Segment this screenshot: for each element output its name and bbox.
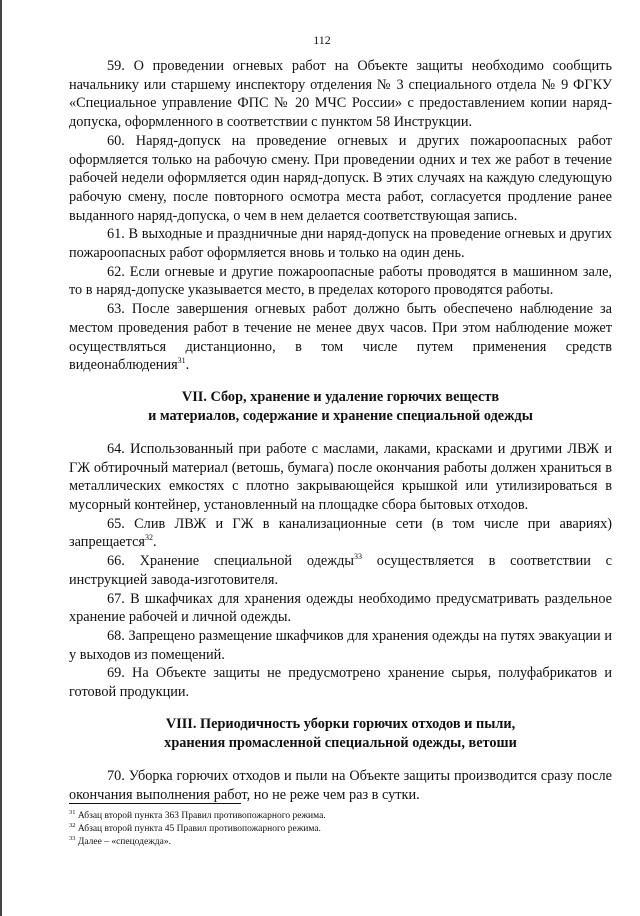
footnote-ref-33: 33 bbox=[353, 552, 362, 562]
paragraph-62: 62. Если огневые и другие пожароопасные работы проводятся в машинном зале, то в наряд-допуске указывается место, в пределах которого проводятся работы. bbox=[69, 263, 612, 299]
paragraph-60: 60. Наряд-допуск на проведение огневых и других пожароопасных работ оформляется только на рабочую смену. При проведении одних и тех же работ в течение рабочей недели оформляется один наряд-допуск. В этих случаях на каждую следующую рабочую смену, после повторного осмотра места работ, согласуется продление ранее выданного наряд-допуска, о чем в нем делается соответствующая запись. bbox=[69, 132, 612, 224]
section-heading-7-line2: и материалов, содержание и хранение специальной одежды bbox=[148, 407, 533, 424]
paragraph-group-b bbox=[69, 440, 612, 702]
paragraph-68: 68. Запрещено размещение шкафчиков для хранения одежды на путях эвакуации и у выходов из помещений. bbox=[69, 627, 612, 663]
page-number: 112 bbox=[313, 33, 331, 47]
footnote-33: $^{33}$ Далее – «спецодежда». bbox=[69, 835, 171, 847]
paragraph-59: 59. О проведении огневых работ на Объекте защиты необходимо сообщить начальнику или старшему инспектору отделения № 3 специального отдела № 9 ФГКУ «Специальное управление ФПС № 20 МЧС России» с предоставлением копии наряд-допуска, оформленного в соответствии с пунктом 58 Инструкции. bbox=[69, 58, 612, 131]
paragraph-65: 65. Слив ЛВЖ и ГЖ в канализационные сети (в том числе при авариях) запрещается$^{32}$. bbox=[69, 515, 612, 551]
paragraph-69: 69. На Объекте защиты не предусмотрено хранение сырья, полуфабрикатов и готовой продукции. bbox=[69, 665, 612, 701]
footnote-31: $^{31}$ Абзац второй пункта 363 Правил противопожарного режима. bbox=[69, 809, 326, 821]
section-heading-7-line1: VII. Сбор, хранение и удаление горючих веществ bbox=[181, 388, 500, 405]
section-heading-8 bbox=[69, 715, 612, 753]
paragraph-67: 67. В шкафчиках для хранения одежды необходимо предусматривать раздельное хранение рабочей и личной одежды. bbox=[69, 590, 612, 626]
paragraph-61: 61. В выходные и праздничные дни наряд-допуск на проведение огневых и других пожароопасных работ оформляется вновь и только на один день. bbox=[69, 226, 612, 262]
section-heading-7 bbox=[69, 388, 612, 426]
page-body bbox=[69, 57, 612, 804]
paragraph-66: 66. Хранение специальной одежды$^{33}$ осуществляется в соответствии с инструкцией завода-изготовителя. bbox=[69, 552, 612, 588]
section-heading-8-line2: хранения промасленной специальной одежды, ветоши bbox=[164, 734, 517, 751]
footnote-ref-32: 32 bbox=[145, 533, 153, 543]
paragraph-64: 64. Использованный при работе с маслами, лаками, красками и другими ЛВЖ и ГЖ обтирочный материал (ветошь, бумага) после окончания работы должен храниться в металлических емкостях с плотно закрывающейся крышкой или утилизироваться в мусорный контейнер, установленный на площадке сбора бытовых отходов. bbox=[69, 440, 612, 514]
footnotes bbox=[69, 803, 612, 849]
footnote-32: $^{32}$ Абзац второй пункта 45 Правил противопожарного режима. bbox=[69, 822, 321, 834]
paragraph-group-c bbox=[69, 767, 612, 804]
footnote-divider bbox=[69, 803, 241, 804]
paragraph-70: 70. Уборка горючих отходов и пыли на Объекте защиты производится сразу после окончания выполнения работ, но не реже чем раз в сутки. bbox=[69, 767, 612, 803]
footnote-ref-31: 31 bbox=[177, 356, 186, 366]
paragraph-63: 63. После завершения огневых работ должно быть обеспечено наблюдение за местом проведения работ в течение не менее двух часов. При этом наблюдение может осуществляться дистанционно, в том числе путем применения средств видеонаблюдения$^{31}$. bbox=[69, 301, 612, 374]
paragraph-group-a bbox=[69, 57, 612, 375]
section-heading-8-line1: VIII. Периодичность уборки горючих отходов и пыли, bbox=[165, 715, 516, 732]
